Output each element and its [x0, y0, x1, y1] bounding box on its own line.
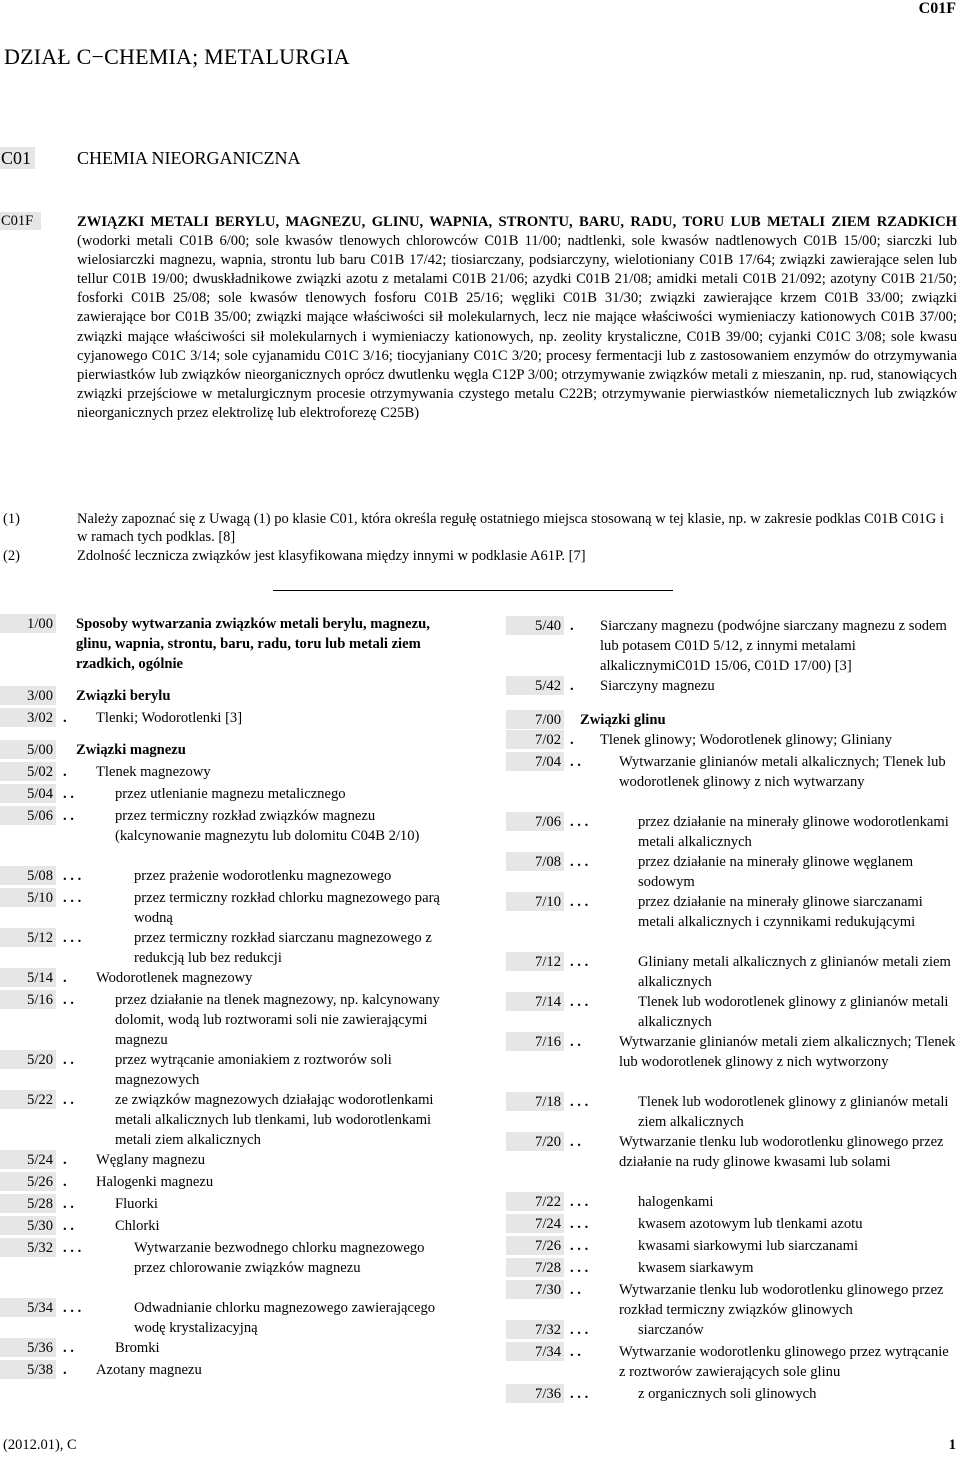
indent-dots: . [570, 732, 574, 748]
indent-dots: . . [63, 1340, 74, 1356]
group-title: Chlorki [115, 1218, 160, 1234]
group-title: Związki glinu [580, 712, 666, 728]
group-code: 7/28 [506, 1258, 564, 1277]
group-code: 7/02 [506, 730, 564, 749]
group-code: 5/32 [0, 1238, 56, 1257]
group-title: Wytwarzanie bezwodnego chlorku magnezowego przez chlorowanie związków magnezu [134, 1240, 425, 1276]
group-code: 7/12 [506, 952, 564, 971]
group-title: halogenkami [638, 1194, 714, 1210]
group-code: 7/20 [506, 1132, 564, 1151]
group-code: 5/04 [0, 784, 56, 803]
indent-dots: . . [570, 1344, 581, 1360]
group-title: przez działanie na minerały glinowe wodorotlenkami metali alkalicznych [638, 814, 949, 850]
indent-dots: . [63, 710, 67, 726]
indent-dots: . . [570, 754, 581, 770]
group-title: przez termiczny rozkład związków magnezu (kalcynowanie magnezytu lub dolomitu C04B 2/10) [115, 808, 420, 844]
group-code: 7/06 [506, 812, 564, 831]
group-code: 5/14 [0, 968, 56, 987]
indent-dots: . . . [570, 1322, 589, 1338]
subclass-definition [77, 213, 957, 423]
indent-dots: . . . [570, 1386, 589, 1402]
group-code: 7/16 [506, 1032, 564, 1051]
group-code: 5/08 [0, 866, 56, 885]
subclass-title: ZWIĄZKI METALI BERYLU, MAGNEZU, GLINU, WAPNIA, STRONTU, BARU, RADU, TORU LUB METALI ZIEM RZADKICH [77, 214, 957, 230]
indent-dots: . . . [570, 954, 589, 970]
indent-dots: . [570, 678, 574, 694]
indent-dots: . [570, 618, 574, 634]
group-title: przez termiczny rozkład siarczanu magnezowego z redukcją lub bez redukcji [134, 930, 432, 966]
group-code: 5/24 [0, 1150, 56, 1169]
indent-dots: . . [63, 1218, 74, 1234]
subclass-description: (wodorki metali C01B 6/00; sole kwasów tlenowych chlorowców C01B 11/00; nadtlenki, sole kwasów nadtlenowych C01B 15/00; siarczki lub wielosiarczki magnezu, wapnia, strontu lub baru C01B 17/42; tiosiarczany, podsiarczyny, wielotioniany C01B 17/64; związki zawierające selen lub tellur C01B 19/00; dwuskładnikowe związki azotu z metalami C01B 21/06; azydki C01B 21/08; amidki metali C01B 21/092; azotyny C01B 21/50; fosforki C01B 25/08; sole kwasów tlenowych fosforu C01B 25/16; węgliki C01B 31/30; związki zawierające krzem C01B 33/00; związki zawierające bor C01B 35/00; związki mające właściwości sił molekularnych, lecz nie mające właściwości wymieniaczy kationowych C01B 37/00; związki mające właściwości sił molekularnych i wymieniaczy kationowych, np. zeolity krystaliczne, C01B 39/00; cyjanki C01C 3/08; sole kwasu cyjanowego C01C 3/14; sole cyjanamidu C01C 3/16; tiocyjaniany C01C 3/20; procesy fermentacji lub z zastosowaniem enzymów do otrzymywania pierwiastków lub związków nieorganicznych oprócz dwutlenku węgla C12P 3/00; otrzymywanie związków metali z mieszanin, np. rud, stanowiących związki przejściowe w metalurgicznym procesie otrzymywania czystego metalu C22B; otrzymywanie pierwiastków niemetalicznych lub związków nieorganicznych przez elektrolizę lub elektroforezę C25B) [77, 233, 957, 421]
group-title: przez działanie na minerały glinowe siarczanami metali alkalicznych i czynnikami redukującymi [638, 894, 923, 930]
group-code: 7/18 [506, 1092, 564, 1111]
indent-dots: . . . [570, 1194, 589, 1210]
group-title: Wodorotlenek magnezowy [96, 970, 253, 986]
group-code: 5/22 [0, 1090, 56, 1109]
indent-dots: . . . [63, 930, 82, 946]
divider [273, 590, 673, 591]
group-title: Związki magnezu [76, 742, 186, 758]
group-title: Wytwarzanie tlenku lub wodorotlenku glinowego przez rozkład termiczny związków glinowych [619, 1282, 944, 1318]
group-title: kwasem azotowym lub tlenkami azotu [638, 1216, 863, 1232]
group-code: 5/10 [0, 888, 56, 907]
group-code: 7/30 [506, 1280, 564, 1299]
indent-dots: . . [570, 1034, 581, 1050]
group-title: Tlenek lub wodorotlenek glinowy z glinianów metali ziem alkalicznych [638, 1094, 949, 1130]
group-code: 5/02 [0, 762, 56, 781]
group-title: kwasami siarkowymi lub siarczanami [638, 1238, 859, 1254]
group-title: Tlenki; Wodorotlenki [3] [96, 710, 243, 726]
class-code: C01 [0, 147, 35, 169]
subclass-code: C01F [0, 212, 41, 230]
group-code: 7/14 [506, 992, 564, 1011]
indent-dots: . [63, 1174, 67, 1190]
group-title: Związki berylu [76, 688, 171, 704]
note-text: Należy zapoznać się z Uwagą (1) po klasie C01, która określa regułę ostatniego miejsca stosowaną w tej klasie, np. w zakresie podklas C01B C01G i w ramach tych podklas. [8] [77, 511, 944, 545]
indent-dots: . . [570, 1282, 581, 1298]
group-title: siarczanów [638, 1322, 704, 1338]
group-code: 7/34 [506, 1342, 564, 1361]
group-code: 5/12 [0, 928, 56, 947]
indent-dots: . . . [570, 1260, 589, 1276]
class-title: CHEMIA NIEORGANICZNA [77, 148, 301, 168]
section-title: DZIAŁ C−CHEMIA; METALURGIA [4, 44, 350, 69]
group-title: przez działanie na minerały glinowe węglanem sodowym [638, 854, 914, 890]
note-number: (1) [3, 511, 20, 527]
group-code: 7/08 [506, 852, 564, 871]
indent-dots: . . . [63, 890, 82, 906]
group-title: Wytwarzanie glinianów metali ziem alkalicznych; Tlenek lub wodorotlenek glinowy z nich wytworzony [619, 1034, 956, 1070]
indent-dots: . . . [63, 868, 82, 884]
group-code: 5/16 [0, 990, 56, 1009]
group-title: Węglany magnezu [96, 1152, 205, 1168]
indent-dots: . . [63, 786, 74, 802]
indent-dots: . . . [570, 814, 589, 830]
group-title: Fluorki [115, 1196, 158, 1212]
note-text: Zdolność lecznicza związków jest klasyfikowana między innymi w podklasie A61P. [7] [77, 548, 586, 564]
group-title: Sposoby wytwarzania związków metali berylu, magnezu, glinu, wapnia, strontu, baru, radu, toru lub metali ziem rzadkich, ogólnie [76, 616, 430, 672]
group-title: Tlenek lub wodorotlenek glinowy z glinianów metali alkalicznych [638, 994, 949, 1030]
footer-page-number: 1 [948, 1437, 956, 1453]
group-title: przez utlenianie magnezu metalicznego [115, 786, 346, 802]
indent-dots: . [63, 1362, 67, 1378]
indent-dots: . . . [570, 1094, 589, 1110]
header-subclass-code: C01F [918, 0, 956, 17]
group-code: 5/20 [0, 1050, 56, 1069]
indent-dots: . . . [570, 1238, 589, 1254]
group-code: 7/00 [506, 710, 564, 729]
group-code: 5/06 [0, 806, 56, 825]
indent-dots: . . [63, 808, 74, 824]
indent-dots: . . [63, 1196, 74, 1212]
group-code: 5/28 [0, 1194, 56, 1213]
group-title: przez termiczny rozkład chlorku magnezowego parą wodną [134, 890, 440, 926]
group-code: 5/00 [0, 740, 56, 759]
group-title: Wytwarzanie wodorotlenku glinowego przez wytrącanie z roztworów zawierających sole glinu [619, 1344, 949, 1380]
indent-dots: . . . [570, 1216, 589, 1232]
indent-dots: . . [63, 1052, 74, 1068]
group-code: 7/32 [506, 1320, 564, 1339]
indent-dots: . . [570, 1134, 581, 1150]
indent-dots: . . [63, 992, 74, 1008]
group-code: 5/36 [0, 1338, 56, 1357]
group-title: Gliniany metali alkalicznych z glinianów metali ziem alkalicznych [638, 954, 951, 990]
note-number: (2) [3, 548, 20, 564]
group-code: 7/26 [506, 1236, 564, 1255]
group-title: Odwadnianie chlorku magnezowego zawierającego wodę krystalizacyjną [134, 1300, 436, 1336]
group-title: z organicznych soli glinowych [638, 1386, 817, 1402]
indent-dots: . . . [570, 854, 589, 870]
group-title: Tlenek glinowy; Wodorotlenek glinowy; Gliniany [600, 732, 893, 748]
group-title: Wytwarzanie glinianów metali alkalicznych; Tlenek lub wodorotlenek glinowy z nich wytwarzany [619, 754, 946, 790]
indent-dots: . [63, 764, 67, 780]
group-code: 5/42 [506, 676, 564, 695]
group-title: kwasem siarkawym [638, 1260, 754, 1276]
group-title: Siarczany magnezu (podwójne siarczany magnezu z sodem lub potasem C01D 5/12, z innymi metalami alkalicznymiC01D 15/06, C01D 17/00) [3] [600, 618, 947, 674]
group-title: Azotany magnezu [96, 1362, 202, 1378]
group-code: 3/00 [0, 686, 56, 705]
group-title: Siarczyny magnezu [600, 678, 715, 694]
group-title: Halogenki magnezu [96, 1174, 214, 1190]
group-code: 7/24 [506, 1214, 564, 1233]
group-title: przez działanie na tlenek magnezowy, np. kalcynowany dolomit, wodą lub roztworami soli nie zawierającymi magnezu [115, 992, 440, 1048]
group-title: przez prażenie wodorotlenku magnezowego [134, 868, 392, 884]
indent-dots: . [63, 1152, 67, 1168]
group-code: 7/04 [506, 752, 564, 771]
indent-dots: . . [63, 1092, 74, 1108]
footer-edition: (2012.01), C [3, 1437, 77, 1453]
group-title: przez wytrącanie amoniakiem z roztworów soli magnezowych [115, 1052, 392, 1088]
indent-dots: . . . [63, 1240, 82, 1256]
indent-dots: . . . [570, 894, 589, 910]
group-code: 7/10 [506, 892, 564, 911]
group-code: 3/02 [0, 708, 56, 727]
group-code: 7/36 [506, 1384, 564, 1403]
group-code: 1/00 [0, 614, 56, 633]
group-title: Wytwarzanie tlenku lub wodorotlenku glinowego przez działanie na rudy glinowe kwasami lub solami [619, 1134, 944, 1170]
group-code: 5/26 [0, 1172, 56, 1191]
group-title: Bromki [115, 1340, 160, 1356]
group-code: 5/40 [506, 616, 564, 635]
indent-dots: . . . [63, 1300, 82, 1316]
group-title: Tlenek magnezowy [96, 764, 211, 780]
indent-dots: . . . [570, 994, 589, 1010]
indent-dots: . [63, 970, 67, 986]
group-code: 5/34 [0, 1298, 56, 1317]
group-code: 5/38 [0, 1360, 56, 1379]
group-code: 5/30 [0, 1216, 56, 1235]
group-title: ze związków magnezowych działając wodorotlenkami metali alkalicznych lub tlenkami, lub wodorotlenkami metali ziem alkalicznych [115, 1092, 434, 1148]
group-code: 7/22 [506, 1192, 564, 1211]
